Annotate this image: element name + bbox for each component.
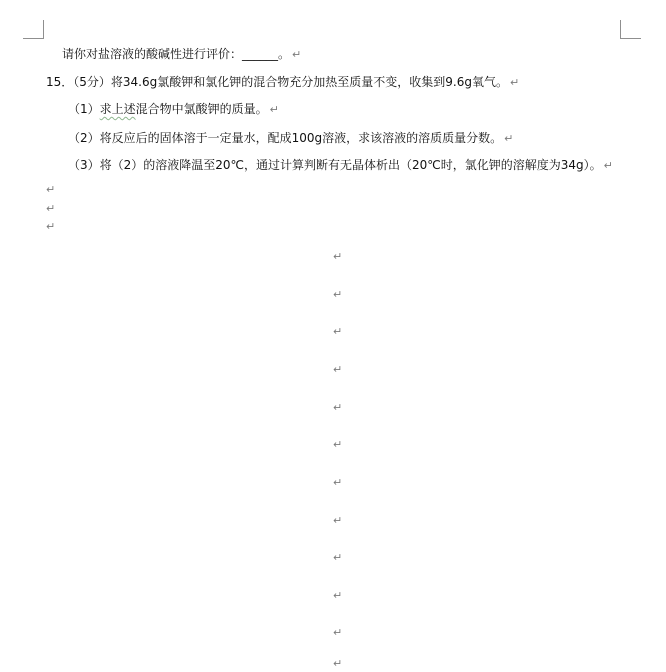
question-15-part-3-text: （3）将（2）的溶液降温至20℃，通过计算判断有无晶体析出（20℃时，氯化钾的溶解度为34g）。 [68, 158, 602, 172]
paragraph-mark: ↵ [333, 657, 343, 670]
paragraph-mark: ↵ [333, 325, 343, 338]
question-15-part-1-marked-text: 求上述 [99, 102, 136, 116]
paragraph-mark: ↵ [292, 48, 302, 61]
paragraph-mark: ↵ [509, 76, 520, 89]
paragraph-mark: ↵ [333, 288, 343, 301]
paragraph-mark: ↵ [333, 589, 343, 602]
paragraph-mark: ↵ [333, 363, 343, 376]
question-15-text: 15．（5分）将34.6g氯酸钾和氯化钾的混合物充分加热至质量不变，收集到9.6g氧气。 [46, 75, 508, 89]
question-15-part-2-line [68, 130, 513, 147]
paragraph-mark: ↵ [46, 202, 56, 215]
paragraph-mark: ↵ [333, 514, 343, 527]
question-15-part-2-text: （2）将反应后的固体溶于一定量水，配成100g溶液，求该溶液的溶质质量分数。 [68, 131, 503, 145]
question-15-line [46, 74, 519, 91]
page-corner-top-left [23, 20, 44, 39]
question-15-part-3-line [68, 157, 613, 174]
paragraph-mark: ↵ [504, 132, 514, 145]
paragraph-mark: ↵ [46, 220, 56, 233]
paragraph-mark: ↵ [269, 103, 279, 116]
paragraph-mark: ↵ [333, 438, 343, 451]
page-corner-top-right [620, 20, 641, 39]
paragraph-mark: ↵ [333, 551, 343, 564]
evaluation-question-text: 请你对盐溶液的酸碱性进行评价：______。 [62, 47, 291, 61]
paragraph-mark: ↵ [603, 159, 613, 172]
question-15-part-1-text: 混合物中氯酸钾的质量。 [135, 102, 268, 116]
paragraph-mark: ↵ [333, 250, 343, 263]
question-15-part-1-line [68, 101, 279, 118]
evaluation-question-line [62, 46, 301, 63]
paragraph-mark: ↵ [333, 476, 343, 489]
paragraph-mark: ↵ [46, 183, 56, 196]
paragraph-mark: ↵ [333, 401, 343, 414]
question-15-part-1-prefix: （1） [68, 102, 100, 116]
paragraph-mark: ↵ [333, 626, 343, 639]
